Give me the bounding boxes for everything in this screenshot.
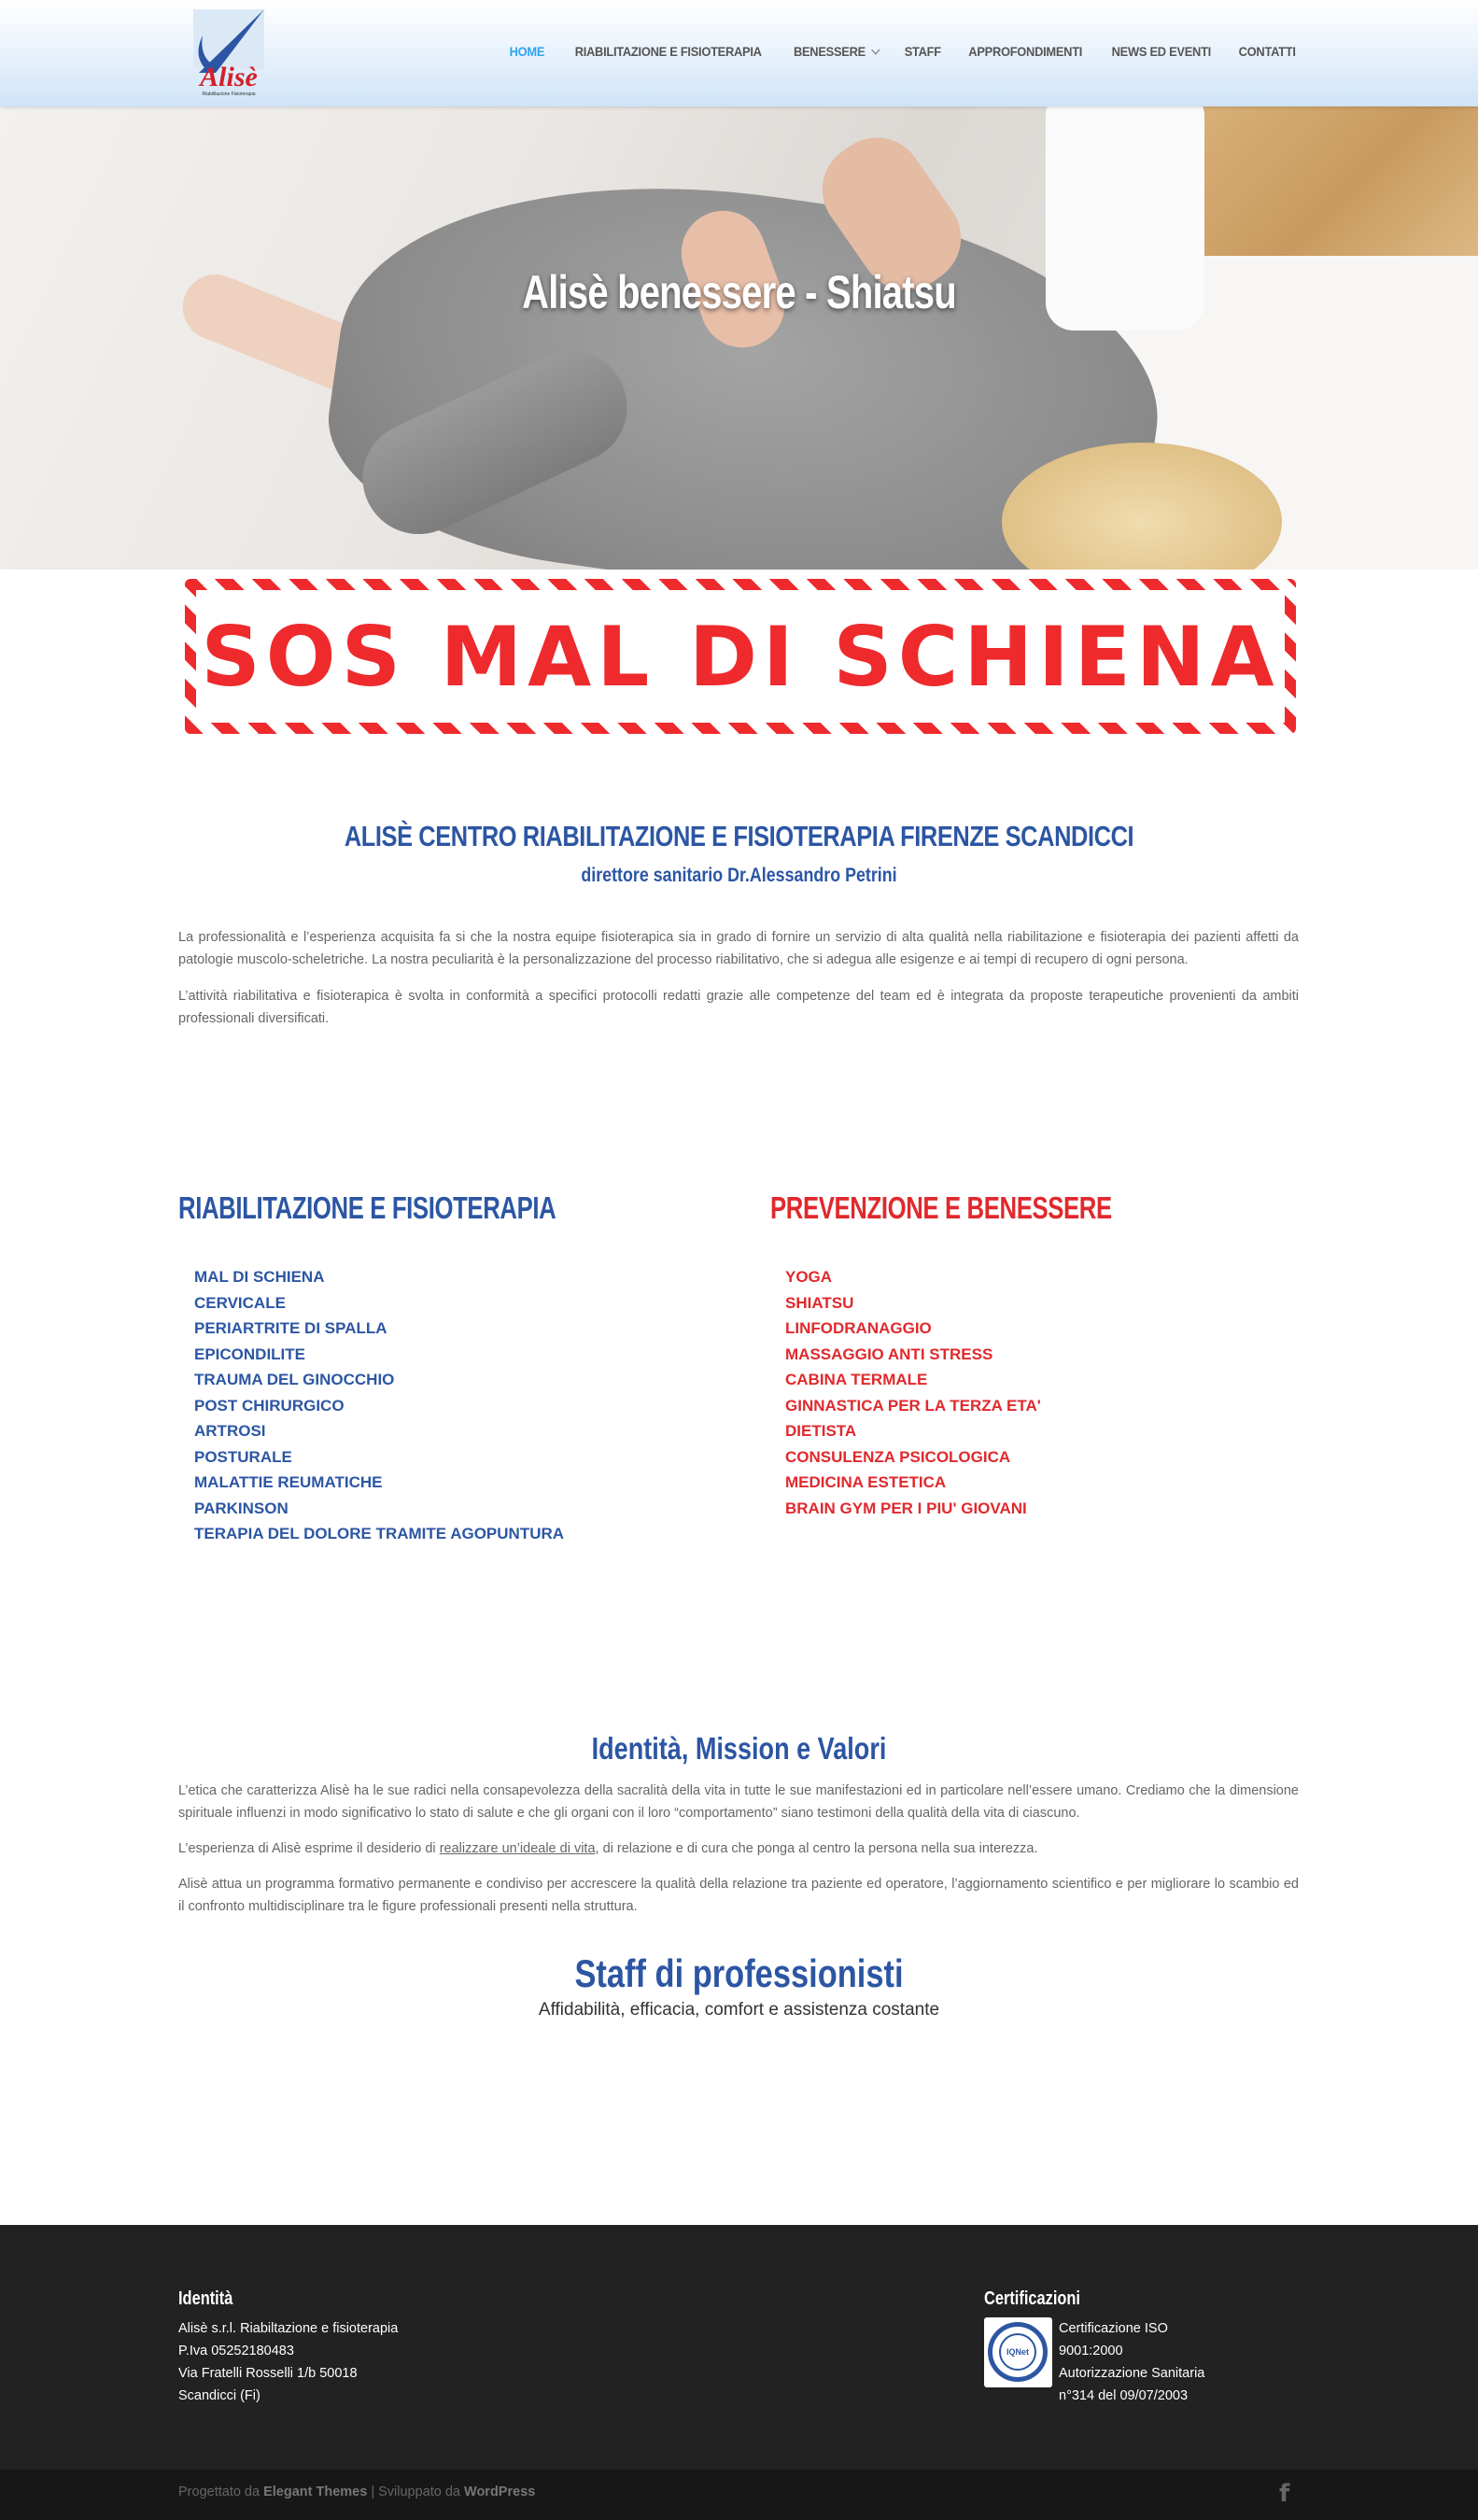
list-item[interactable]: POSTURALE [194,1447,292,1466]
list-item[interactable]: ARTROSI [194,1422,266,1440]
footer-line: Scandicci (Fi) [178,2388,260,2403]
site-logo[interactable] [190,7,268,99]
cert-label: IQNet [999,2333,1036,2371]
intro-paragraph: L’attività riabilitativa e fisioterapica è svolta in conformità a specifici protocolli redatti grazie alle competenze del team ed è integrata da proposte terapeutiche provenienti da ambiti professionali diversificati. [178,989,1299,1026]
nav-staff[interactable]: STAFF [904,44,942,59]
footer-identita-title: Identità [178,2288,233,2309]
list-item[interactable]: EPICONDILITE [194,1344,306,1363]
list-item[interactable]: MAL DI SCHIENA [194,1268,325,1286]
list-item[interactable]: POST CHIRURGICO [194,1396,345,1415]
intro-subtitle: direttore sanitario Dr.Alessandro Petrini [581,865,897,886]
identita-text: , di relazione e di cura che ponga al centro la persona nella sua interezza. [595,1841,1038,1856]
identita-paragraph [178,1837,1299,1860]
benessere-title: PREVENZIONE E BENESSERE [770,1190,1112,1225]
list-item[interactable]: SHIATSU [785,1293,854,1312]
nav-news[interactable]: NEWS ED EVENTI [1111,44,1212,59]
list-item[interactable]: TRAUMA DEL GINOCCHIO [194,1371,395,1388]
logo-tagline: Riabilitazione Fisioterapia [202,92,256,97]
list-item[interactable]: BRAIN GYM PER I PIU' GIOVANI [785,1499,1027,1517]
main-nav [487,44,1298,59]
hero-title: Alisè benessere - Shiatsu [522,266,956,318]
sos-banner-text: SOS MAL DI SCHIENA [201,608,1280,705]
chevron-down-icon [871,45,880,54]
list-item[interactable]: CONSULENZA PSICOLOGICA [785,1447,1011,1466]
nav-home[interactable]: HOME [509,44,545,59]
footer-line: Autorizzazione Sanitaria [1059,2366,1205,2381]
elegant-themes-link[interactable]: Elegant Themes [263,2485,368,2499]
footer-line: Via Fratelli Rosselli 1/b 50018 [178,2366,358,2381]
list-item[interactable]: MEDICINA ESTETICA [785,1473,947,1491]
iqnet-certification-logo [984,2317,1052,2387]
footer-credits [178,2485,535,2499]
credits-text: | Sviluppato da [367,2485,465,2499]
nav-approfondimenti[interactable]: APPROFONDIMENTI [968,44,1082,59]
identita-paragraph: L’etica che caratterizza Alisè ha le sue radici nella consapevolezza della sacralità della vita in tutte le sue manifestazioni ed in particolare nell’essere umano. Crediamo che la dimensione spirituale influenzi in modo significativo lo stato di salute e che gli organi con il loro “comportamento” siano testimoni della qualità della vita di ciascuno. [178,1783,1299,1821]
nav-riabilitazione[interactable]: RIABILITAZIONE E FISIOTERAPIA [574,44,762,59]
sos-banner-inner [196,590,1285,723]
list-item[interactable]: DIETISTA [785,1422,857,1440]
wordpress-link[interactable]: WordPress [464,2485,536,2499]
credits-text: Progettato da [178,2485,264,2499]
facebook-icon[interactable]: f [1279,2480,1290,2508]
sos-banner[interactable] [185,579,1296,734]
footer-line: Alisè s.r.l. Riabiltazione e fisioterapia [178,2321,399,2336]
list-item[interactable]: GINNASTICA PER LA TERZA ETA' [785,1396,1041,1415]
riabilitazione-title: RIABILITAZIONE E FISIOTERAPIA [178,1190,556,1225]
staff-subtitle: Affidabilità, efficacia, comfort e assistenza costante [538,2000,940,2020]
list-item[interactable]: MASSAGGIO ANTI STRESS [785,1344,993,1363]
footer-line: P.Iva 05252180483 [178,2344,294,2358]
nav-benessere[interactable] [794,44,879,59]
list-item[interactable]: PARKINSON [194,1499,289,1517]
list-item[interactable]: PERIARTRITE DI SPALLA [194,1319,387,1337]
identita-text: L’esperienza di Alisè esprime il desiderio di [178,1841,440,1856]
footer-cert-text [1059,2317,1204,2407]
nav-benessere-label: BENESSERE [794,44,866,59]
staff-title: Staff di professionisti [574,1951,904,1995]
list-item[interactable]: CERVICALE [194,1293,286,1312]
footer-line: Certificazione ISO [1059,2321,1168,2336]
footer-cert-title: Certificazioni [984,2288,1080,2309]
footer-identita-text [178,2317,398,2407]
site-header [0,0,1478,106]
benessere-list [785,1264,1041,1521]
riabilitazione-list [194,1264,564,1547]
nav-contatti[interactable]: CONTATTI [1238,44,1296,59]
intro-title: ALISÈ CENTRO RIABILITAZIONE E FISIOTERAPIA FIRENZE SCANDICCI [344,820,1134,852]
list-item[interactable]: MALATTIE REUMATICHE [194,1473,383,1491]
footer-line: 9001:2000 [1059,2344,1123,2358]
intro-paragraph: La professionalità e l’esperienza acquisita fa si che la nostra equipe fisioterapica sia in grado di fornire un servizio di alta qualità nella riabilitazione e fisioterapia dei pazienti affetti da patologie muscolo-scheletriche. La nostra peculiarità è la personalizzazione del processo riabilitativo, che si adegua alle esigenze e ai tempi di recupero di ogni persona. [178,930,1299,967]
list-item[interactable]: LINFODRANAGGIO [785,1319,932,1337]
identita-title: Identità, Mission e Valori [591,1731,887,1766]
identita-paragraph: Alisè attua un programma formativo permanente e condiviso per accrescere la qualità della relazione tra paziente ed operatore, l’aggiornamento scientifico e per migliorare lo scambio ed il confronto multidisciplinare tra le figure professionali presenti nella struttura. [178,1877,1299,1914]
list-item[interactable]: YOGA [785,1268,833,1286]
list-item[interactable]: TERAPIA DEL DOLORE TRAMITE AGOPUNTURA [194,1525,565,1542]
footer-line: n°314 del 09/07/2003 [1059,2388,1189,2403]
logo-wordmark: Alisè [200,62,258,92]
ideale-link[interactable]: realizzare un’ideale di vita [439,1841,596,1856]
list-item[interactable]: CABINA TERMALE [785,1371,928,1388]
hero-banner [0,106,1478,570]
